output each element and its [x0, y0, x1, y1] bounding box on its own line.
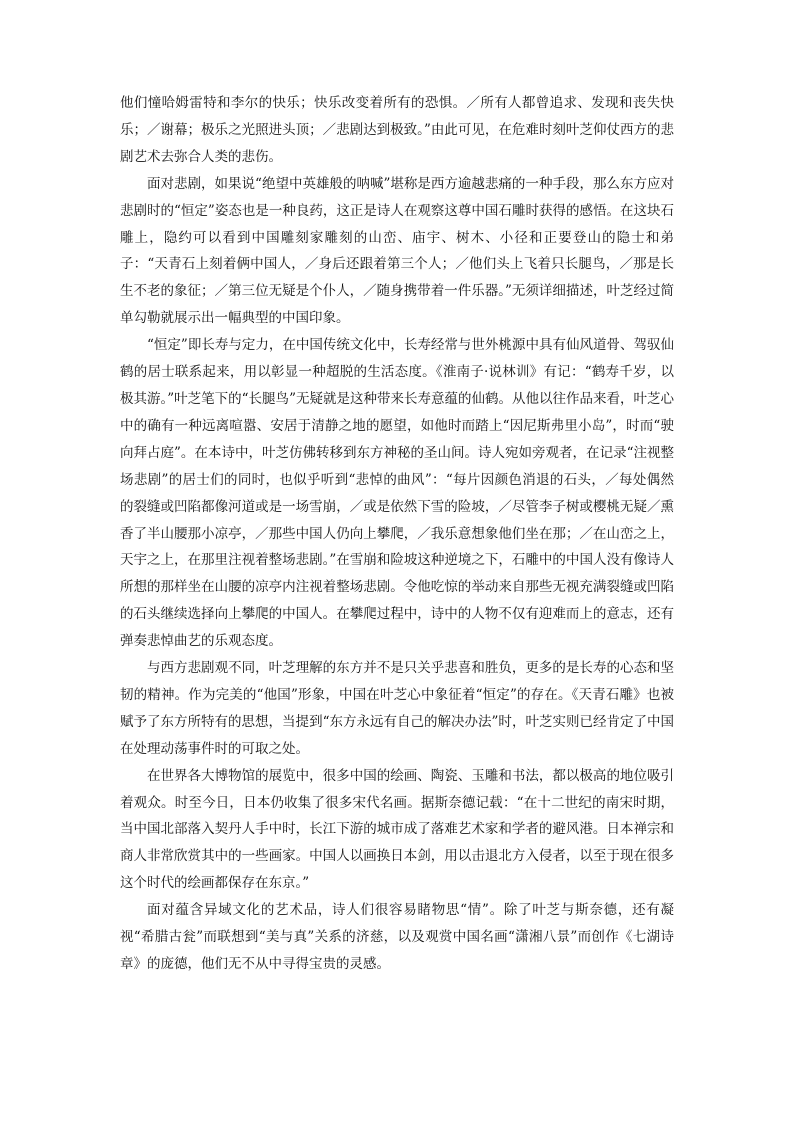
paragraph-tragedy-contrast: 与西方悲剧观不同，叶芝理解的东方并不是只关乎悲喜和胜负，更多的是长寿的心态和坚韧的精神。作为完美的“他国”形象，中国在叶芝心中象征着“恒定”的存在。《天青石雕》也被赋予了东方所特有的思想，当提到“东方永远有自己的解决办法”时，叶芝实则已经肯定了中国在处理动荡事件时的可取之处。	[120, 660, 674, 757]
paragraph-poets-inspiration: 面对蕴含异域文化的艺术品，诗人们很容易睹物思“情”。除了叶芝与斯奈德，还有凝视“希腊古瓮”而联想到“美与真”关系的济慈，以及观赏中国名画“潇湘八景”而创作《七湖诗章》的庞德，他们无不从中寻得宝贵的灵感。	[120, 902, 674, 972]
paragraph-eastern-constancy: 面对悲剧，如果说“绝望中英雄般的呐喊”堪称是西方逾越悲痛的一种手段，那么东方应对悲剧时的“恒定”姿态也是一种良药，这正是诗人在观察这尊中国石雕时获得的感悟。在这块石雕上，隐约可以看到中国雕刻家雕刻的山峦、庙宇、树木、小径和正要登山的隐士和弟子：“天青石上刻着俩中国人，／身后还跟着第三个人；／他们头上飞着只长腿鸟，／那是长生不老的象征；／第三位无疑是个仆人，／随身携带着一件乐器。”无须详细描述，叶芝经过简单勾勒就展示出一幅典型的中国印象。	[120, 175, 674, 327]
paragraph-museum-collections: 在世界各大博物馆的展览中，很多中国的绘画、陶瓷、玉雕和书法，都以极高的地位吸引着观众。时至今日，日本仍收集了很多宋代名画。据斯奈德记载：“在十二世纪的南宋时期，当中国北部落入契丹人手中时，长江下游的城市成了落难艺术家和学者的避风港。日本禅宗和商人非常欣赏其中的一些画家。中国人以画换日本剑，用以击退北方入侵者，以至于现在很多这个时代的绘画都保存在东京。”	[120, 767, 674, 892]
document-body	[120, 90, 674, 978]
paragraph-longevity-crane: “恒定”即长寿与定力，在中国传统文化中，长寿经常与世外桃源中具有仙风道骨、驾驭仙鹤的居士联系起来，用以彰显一种超脱的生活态度。《淮南子·说林训》有记：“鹤寿千岁，以极其游。”叶芝笔下的“长腿鸟”无疑就是这种带来长寿意蕴的仙鹤。从他以往作品来看，叶芝心中的确有一种远离喧嚣、安居于清静之地的愿望，如他时而踏上“因尼斯弗里小岛”，时而“驶向拜占庭”。在本诗中，叶芝仿佛转移到东方神秘的圣山间。诗人宛如旁观者，在记录“注视整场悲剧”的居士们的同时，也似乎听到“悲悼的曲风”：“每片因颜色消退的石头，／每处偶然的裂缝或凹陷都像河道或是一场雪崩，／或是依然下雪的险坡，／尽管李子树或樱桃无疑／熏香了半山腰那小凉亭，／那些中国人仍向上攀爬，／我乐意想象他们坐在那；／在山峦之上，天宇之上，在那里注视着整场悲剧。”在雪崩和险坡这种逆境之下，石雕中的中国人没有像诗人所想的那样坐在山腰的凉亭内注视着整场悲剧。令他吃惊的举动来自那些无视充满裂缝或凹陷的石头继续选择向上攀爬的中国人。在攀爬过程中，诗中的人物不仅有迎难而上的意志，还有弹奏悲悼曲艺的乐观态度。	[120, 337, 674, 650]
paragraph-continuation: 他们憧哈姆雷特和李尔的快乐；快乐改变着所有的恐惧。／所有人都曾追求、发现和丧失快乐；／谢幕；极乐之光照进头顶；／悲剧达到极致。”由此可见，在危难时刻叶芝仰仗西方的悲剧艺术去弥合人类的悲伤。	[120, 95, 674, 165]
